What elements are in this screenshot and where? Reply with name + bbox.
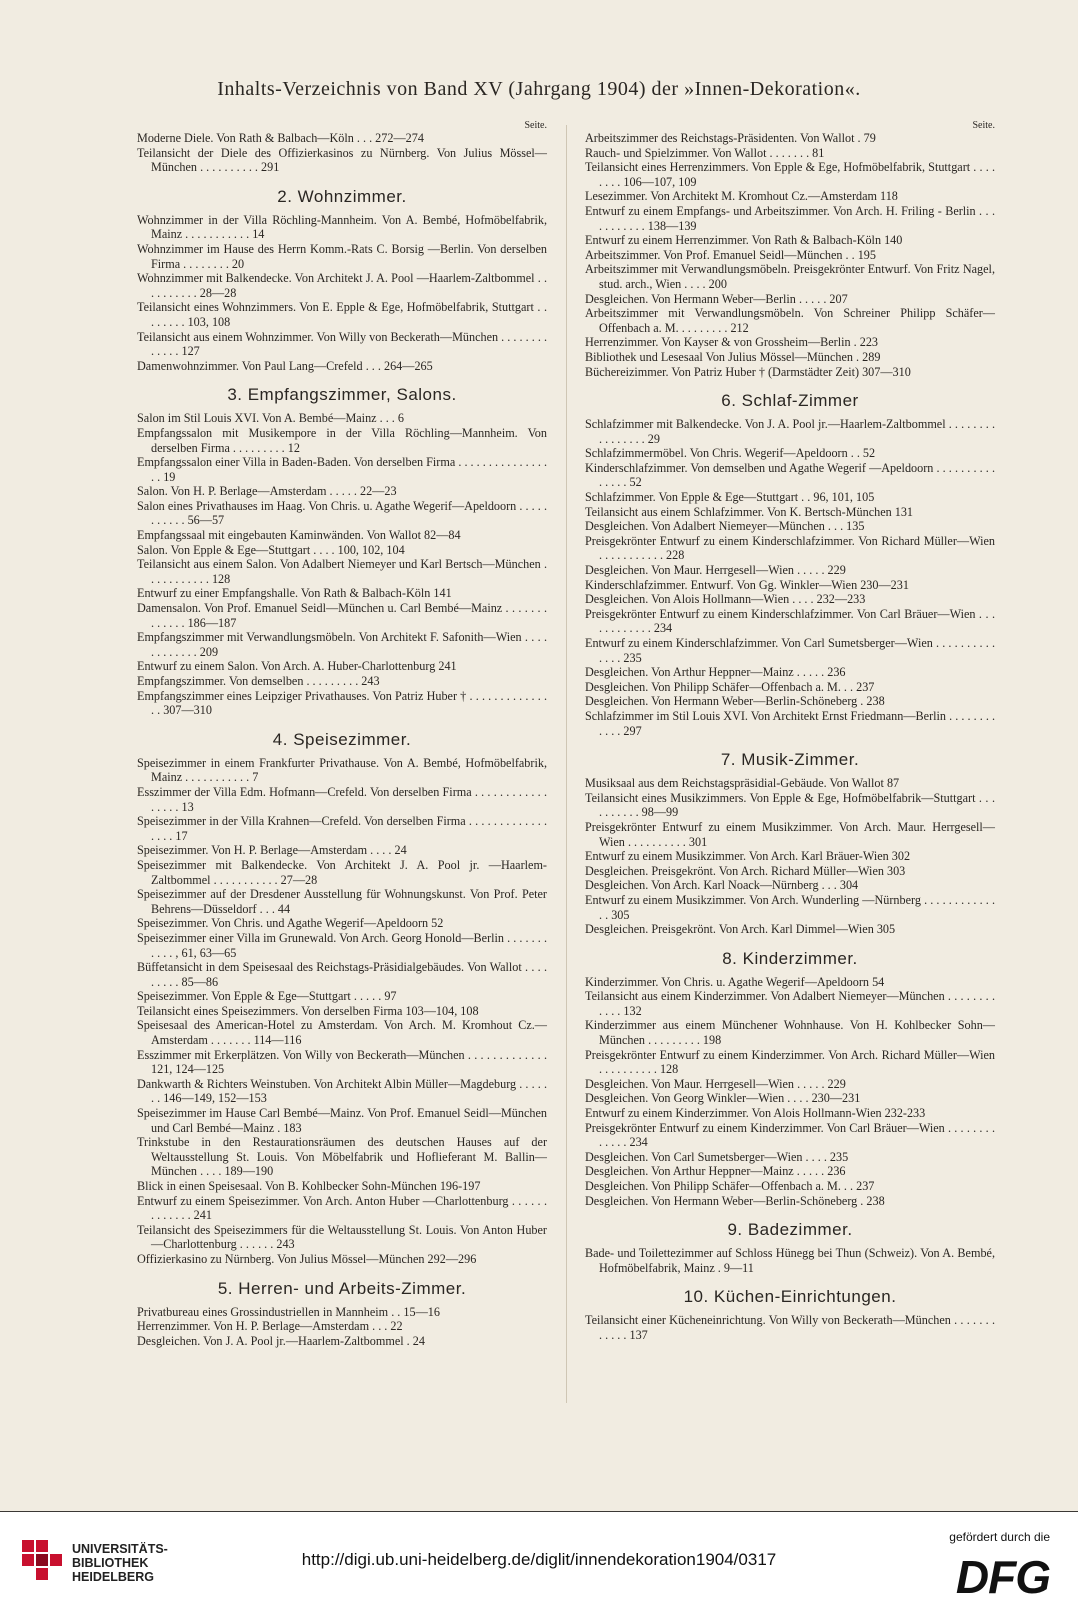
toc-entry bbox=[585, 350, 995, 365]
toc-entry-text: Teilansicht der Diele des Offizierkasinos zu Nürnberg. Von Julius Mössel—München . . . . . . . . . . 291 bbox=[137, 145, 547, 175]
funding-label: gefördert durch die bbox=[949, 1530, 1050, 1544]
toc-entry bbox=[137, 499, 547, 528]
toc-entry-text: Damenwohnzimmer. Von Paul Lang—Crefeld . . . 264—265 bbox=[137, 358, 433, 373]
toc-entry-text: Speisesaal des American-Hotel zu Amsterdam. Von Arch. M. Kromhout Cz.—Amsterdam . . . . . . . 114—116 bbox=[137, 1018, 547, 1048]
toc-entry bbox=[585, 849, 995, 864]
toc-entry-text: Schlafzimmer mit Balkendecke. Von J. A. Pool jr.—Haarlem-Zaltbommel . . . . . . . . . . . . . . . . 29 bbox=[585, 417, 995, 446]
toc-entry-text: Schlafzimmermöbel. Von Chris. Wegerif—Apeldoorn . . 52 bbox=[585, 446, 876, 461]
toc-entry bbox=[585, 989, 995, 1018]
toc-entry bbox=[137, 1077, 547, 1106]
toc-entry bbox=[585, 160, 995, 189]
toc-entry-text: Wohnzimmer im Hause des Herrn Komm.-Rats C. Borsig —Berlin. Von derselben Firma . . . . . . . . 20 bbox=[137, 241, 547, 271]
toc-entry-text: Entwurf zu einem Musikzimmer. Von Arch. Wunderling —Nürnberg . . . . . . . . . . . . . . 305 bbox=[585, 892, 995, 922]
toc-entry bbox=[137, 1252, 547, 1267]
toc-entry bbox=[137, 359, 547, 374]
source-url-link[interactable]: http://digi.ub.uni-heidelberg.de/diglit/innendekoration1904/0317 bbox=[301, 1550, 777, 1569]
seite-label: Seite. bbox=[524, 120, 547, 131]
toc-entry-text: Kinderzimmer. Von Chris. u. Agathe Wegerif—Apeldoorn 54 bbox=[585, 974, 885, 989]
toc-entry bbox=[585, 922, 995, 937]
section-heading: 3. Empfangszimmer, Salons. bbox=[227, 385, 457, 405]
toc-entry-text: Dankwarth & Richters Weinstuben. Von Architekt Albin Müller—Magdeburg . . . . . . . 146—149, 152—153 bbox=[137, 1076, 547, 1106]
toc-entry bbox=[585, 490, 995, 505]
toc-entry-text: Entwurf zu einem Musikzimmer. Von Arch. Karl Bräuer-Wien 302 bbox=[585, 849, 911, 864]
toc-entry-text: Preisgekrönter Entwurf zu einem Kinderzimmer. Von Arch. Richard Müller—Wien . . . . . . . . . . 128 bbox=[585, 1047, 995, 1077]
toc-entry bbox=[585, 248, 995, 263]
toc-entry bbox=[137, 455, 547, 484]
toc-entry-text: Empfangssaal mit eingebauten Kaminwänden. Von Wallot 82—84 bbox=[137, 528, 461, 543]
toc-entry-text: Arbeitszimmer des Reichstags-Präsidenten. Von Wallot . 79 bbox=[585, 131, 876, 145]
toc-entry-text: Desgleichen. Von Georg Winkler—Wien . . . . 230—231 bbox=[585, 1091, 861, 1106]
toc-entry bbox=[585, 791, 995, 820]
toc-entry bbox=[137, 785, 547, 814]
toc-entry-text: Desgleichen. Preisgekrönt. Von Arch. Karl Dimmel—Wien 305 bbox=[585, 922, 896, 937]
toc-entry bbox=[137, 1048, 547, 1077]
toc-entry bbox=[137, 586, 547, 601]
toc-entry-text: Entwurf zu einem Herrenzimmer. Von Rath & Balbach-Köln 140 bbox=[585, 233, 903, 248]
toc-entry bbox=[137, 557, 547, 586]
toc-entry-text: Teilansicht eines Herrenzimmers. Von Epple & Ege, Hofmöbelfabrik, Stuttgart . . . . . . . . 106—107, 109 bbox=[585, 160, 995, 189]
section-heading: 8. Kinderzimmer. bbox=[722, 948, 858, 968]
toc-entry-text: Desgleichen. Von Hermann Weber—Berlin-Schöneberg . 238 bbox=[585, 694, 885, 709]
toc-entry bbox=[137, 1305, 547, 1320]
toc-entry bbox=[585, 1091, 995, 1106]
toc-entry bbox=[585, 306, 995, 335]
toc-entry-text: Teilansicht einer Kücheneinrichtung. Von Willy von Beckerath—München . . . . . . . . . . . . 137 bbox=[585, 1313, 995, 1342]
toc-entry-text: Empfangszimmer mit Verwandlungsmöbeln. Von Architekt F. Safonith—Wien . . . . . . . . . . . . 209 bbox=[137, 630, 547, 659]
toc-entry bbox=[585, 534, 995, 563]
toc-entry bbox=[585, 864, 995, 879]
toc-entry-text: Preisgekrönter Entwurf zu einem Musikzimmer. Von Arch. Maur. Herrgesell—Wien . . . . . . . . . . 301 bbox=[585, 819, 995, 849]
toc-entry-text: Speisezimmer. Von Chris. und Agathe Wegerif—Apeldoorn 52 bbox=[137, 916, 444, 931]
toc-entry-text: Entwurf zu einem Empfangs- und Arbeitszimmer. Von Arch. H. Friling - Berlin . . . . . . . . . . . 138—139 bbox=[585, 203, 995, 233]
toc-entry bbox=[137, 1106, 547, 1135]
toc-entry-text: Büchereizimmer. Von Patriz Huber † (Darmstädter Zeit) 307—310 bbox=[585, 364, 911, 379]
toc-entry bbox=[585, 709, 995, 738]
toc-entry-text: Teilansicht aus einem Kinderzimmer. Von Adalbert Niemeyer—München . . . . . . . . . . . . 132 bbox=[585, 989, 995, 1018]
toc-entry-text: Desgleichen. Von Maur. Herrgesell—Wien . . . . . 229 bbox=[585, 563, 846, 578]
dfg-logo: DFG bbox=[955, 1551, 1050, 1603]
toc-entry bbox=[137, 916, 547, 931]
toc-entry-text: Speisezimmer auf der Dresdener Ausstellung für Wohnungskunst. Von Prof. Peter Behrens—Düsseldorf . . . 44 bbox=[137, 887, 547, 916]
toc-entry bbox=[585, 694, 995, 709]
toc-entry bbox=[585, 505, 995, 520]
toc-entry bbox=[585, 1179, 995, 1194]
toc-entry-text: Desgleichen. Von Carl Sumetsberger—Wien . . . . 235 bbox=[585, 1149, 849, 1164]
library-name: UNIVERSITÄTS- BIBLIOTHEK HEIDELBERG bbox=[72, 1542, 168, 1584]
toc-entry bbox=[585, 335, 995, 350]
toc-entry bbox=[585, 975, 995, 990]
toc-entry-text: Teilansicht eines Speisezimmers. Von derselben Firma 103—104, 108 bbox=[137, 1003, 479, 1018]
toc-entry bbox=[585, 820, 995, 849]
section-heading: 5. Herren- und Arbeits-Zimmer. bbox=[217, 1278, 467, 1298]
section-heading: 9. Badezimmer. bbox=[727, 1220, 853, 1240]
toc-entry-text: Entwurf zu einem Kinderzimmer. Von Alois Hollmann-Wien 232-233 bbox=[585, 1106, 926, 1121]
toc-entry-text: Desgleichen. Von Hermann Weber—Berlin-Schöneberg . 238 bbox=[585, 1193, 885, 1208]
toc-entry bbox=[137, 543, 547, 558]
toc-entry-text: Desgleichen. Von Philipp Schäfer—Offenbach a. M. . . 237 bbox=[585, 679, 875, 694]
toc-entry bbox=[137, 659, 547, 674]
toc-entry-text: Entwurf zu einer Empfangshalle. Von Rath & Balbach-Köln 141 bbox=[137, 586, 452, 601]
section-heading: 6. Schlaf-Zimmer bbox=[721, 391, 859, 411]
toc-entry-text: Privatbureau eines Grossindustriellen in Mannheim . . 15—16 bbox=[137, 1304, 440, 1319]
toc-entry-text: Salon. Von Epple & Ege—Stuttgart . . . . 100, 102, 104 bbox=[137, 542, 405, 557]
toc-entry bbox=[585, 680, 995, 695]
toc-entry-text: Speisezimmer. Von Epple & Ege—Stuttgart . . . . . 97 bbox=[137, 989, 397, 1004]
toc-entry bbox=[585, 878, 995, 893]
toc-entry-text: Herrenzimmer. Von Kayser & von Grossheim—Berlin . 223 bbox=[585, 335, 879, 350]
toc-entry bbox=[585, 1121, 995, 1150]
toc-entry bbox=[137, 271, 547, 300]
toc-entry-text: Preisgekrönter Entwurf zu einem Kinderschlafzimmer. Von Carl Bräuer—Wien . . . . . . . . . . . . 234 bbox=[585, 606, 995, 636]
toc-entry bbox=[137, 989, 547, 1004]
seite-label: Seite. bbox=[972, 120, 995, 131]
toc-entry bbox=[585, 131, 995, 146]
toc-entry bbox=[585, 607, 995, 636]
toc-entry bbox=[137, 960, 547, 989]
toc-entry bbox=[137, 843, 547, 858]
toc-entry bbox=[137, 1223, 547, 1252]
toc-entry-text: Preisgekrönter Entwurf zu einem Kinderzimmer. Von Carl Bräuer—Wien . . . . . . . . . . . . . 234 bbox=[585, 1120, 995, 1150]
toc-entry bbox=[585, 1150, 995, 1165]
toc-entry bbox=[585, 189, 995, 204]
toc-entry bbox=[585, 1106, 995, 1121]
toc-entry bbox=[585, 578, 995, 593]
toc-entry-text: Preisgekrönter Entwurf zu einem Kinderschlafzimmer. Von Richard Müller—Wien . . . . . . . . . . . 228 bbox=[585, 533, 995, 563]
toc-entry bbox=[137, 1194, 547, 1223]
toc-entry bbox=[137, 689, 547, 718]
toc-entry-text: Speisezimmer in der Villa Krahnen—Crefeld. Von derselben Firma . . . . . . . . . . . . . . . . . 17 bbox=[137, 814, 547, 843]
toc-entry bbox=[137, 630, 547, 659]
toc-entry bbox=[585, 204, 995, 233]
toc-entry bbox=[137, 1018, 547, 1047]
toc-entry bbox=[585, 1164, 995, 1179]
toc-entry bbox=[585, 592, 995, 607]
toc-entry bbox=[585, 1194, 995, 1209]
toc-entry bbox=[137, 931, 547, 960]
toc-entry-text: Büffetansicht in dem Speisesaal des Reichstags-Präsidialgebäudes. Von Wallot . . . . . . . . . 85—86 bbox=[137, 960, 547, 989]
toc-entry-text: Salon. Von H. P. Berlage—Amsterdam . . . . . 22—23 bbox=[137, 484, 397, 499]
toc-entry bbox=[137, 213, 547, 242]
toc-entry-text: Moderne Diele. Von Rath & Balbach—Köln . . . 272—274 bbox=[137, 131, 424, 145]
toc-entry bbox=[585, 563, 995, 578]
toc-entry bbox=[585, 776, 995, 791]
toc-entry-text: Trinkstube in den Restaurationsräumen des deutschen Hauses auf der Weltausstellung St. Louis. Von Möbelfabrik und Hoflieferant M. Ballin—München . . . . 189—190 bbox=[137, 1135, 547, 1179]
toc-entry-text: Kinderzimmer aus einem Münchener Wohnhause. Von H. Kohlbecker Sohn—München . . . . . . . . . 198 bbox=[585, 1018, 995, 1048]
toc-entry-text: Speisezimmer. Von H. P. Berlage—Amsterdam . . . . 24 bbox=[137, 843, 407, 858]
toc-entry-text: Desgleichen. Von Adalbert Niemeyer—München . . . 135 bbox=[585, 519, 865, 534]
toc-entry-text: Damensalon. Von Prof. Emanuel Seidl—München u. Carl Bembé—Mainz . . . . . . . . . . . . . 186—187 bbox=[137, 601, 547, 630]
toc-entry-text: Desgleichen. Von Hermann Weber—Berlin . . . . . 207 bbox=[585, 291, 848, 306]
footer bbox=[0, 1512, 1078, 1624]
toc-entry bbox=[137, 858, 547, 887]
toc-entry-text: Teilansicht aus einem Salon. Von Adalbert Niemeyer und Karl Bertsch—München . . . . . . . . . . . 128 bbox=[137, 557, 547, 586]
toc-entry-text: Kinderschlafzimmer. Von demselben und Agathe Wegerif —Apeldoorn . . . . . . . . . . . . . . . 52 bbox=[585, 460, 995, 490]
toc-entry bbox=[585, 519, 995, 534]
toc-entry-text: Blick in einen Speisesaal. Von B. Kohlbecker Sohn-München 196-197 bbox=[137, 1179, 481, 1193]
toc-entry-text: Arbeitszimmer mit Verwandlungsmöbeln. Von Schreiner Philipp Schäfer—Offenbach a. M. . . . . . . . . 212 bbox=[585, 306, 995, 335]
toc-entry-text: Speisezimmer im Hause Carl Bembé—Mainz. Von Prof. Emanuel Seidl—München und Carl Bembé—Mainz . 183 bbox=[137, 1106, 547, 1135]
toc-entry bbox=[585, 1313, 995, 1342]
toc-entry-text: Kinderschlafzimmer. Entwurf. Von Gg. Winkler—Wien 230—231 bbox=[585, 577, 909, 592]
toc-entry-text: Teilansicht aus einem Schlafzimmer. Von K. Bertsch-München 131 bbox=[585, 504, 914, 519]
toc-entry-text: Desgleichen. Von Maur. Herrgesell—Wien . . . . . 229 bbox=[585, 1076, 846, 1091]
toc-entry-text: Teilansicht des Speisezimmers für die Weltausstellung St. Louis. Von Anton Huber—Charlottenburg . . . . . . 243 bbox=[137, 1222, 547, 1252]
toc-entry-text: Wohnzimmer mit Balkendecke. Von Architekt J. A. Pool —Haarlem-Zaltbommel . . . . . . . . . . 28—28 bbox=[137, 271, 547, 300]
toc-entry-text: Empfangssalon einer Villa in Baden-Baden. Von derselben Firma . . . . . . . . . . . . . . . . . 19 bbox=[137, 455, 547, 484]
toc-entry bbox=[137, 330, 547, 359]
toc-entry-text: Entwurf zu einem Speisezimmer. Von Arch. Anton Huber —Charlottenburg . . . . . . . . . . . . . 241 bbox=[137, 1193, 547, 1223]
toc-entry bbox=[137, 1319, 547, 1334]
toc-entry-text: Desgleichen. Preisgekrönt. Von Arch. Richard Müller—Wien 303 bbox=[585, 863, 906, 878]
section-heading: 2. Wohnzimmer. bbox=[277, 186, 407, 206]
toc-entry bbox=[585, 893, 995, 922]
toc-entry bbox=[585, 1077, 995, 1092]
toc-entry-text: Herrenzimmer. Von H. P. Berlage—Amsterdam . . . 22 bbox=[137, 1319, 403, 1334]
toc-entry bbox=[585, 365, 995, 380]
toc-entry bbox=[585, 146, 995, 161]
toc-entry bbox=[137, 1334, 547, 1349]
toc-entry-text: Rauch- und Spielzimmer. Von Wallot . . . . . . . 81 bbox=[585, 145, 825, 160]
toc-entry-text: Desgleichen. Von Philipp Schäfer—Offenbach a. M. . . 237 bbox=[585, 1179, 875, 1193]
toc-entry bbox=[585, 262, 995, 291]
toc-entry-text: Esszimmer mit Erkerplätzen. Von Willy von Beckerath—München . . . . . . . . . . . . . 121, 124—125 bbox=[137, 1047, 547, 1077]
section-heading: 7. Musik-Zimmer. bbox=[720, 750, 860, 770]
toc-entry bbox=[585, 233, 995, 248]
toc-entry bbox=[585, 461, 995, 490]
toc-entry-text: Entwurf zu einem Salon. Von Arch. A. Huber-Charlottenburg 241 bbox=[137, 659, 457, 674]
toc-entry-text: Teilansicht eines Wohnzimmers. Von E. Epple & Ege, Hofmöbelfabrik, Stuttgart . . . . . . . . 103, 108 bbox=[137, 300, 547, 329]
toc-entry bbox=[137, 674, 547, 689]
toc-entry bbox=[137, 484, 547, 499]
toc-entry-text: Empfangszimmer eines Leipziger Privathauses. Von Patriz Huber † . . . . . . . . . . . . . . . 307—310 bbox=[137, 688, 547, 718]
toc-entry-text: Speisezimmer in einem Frankfurter Privathause. Von A. Bembé, Hofmöbelfabrik, Mainz . . . . . . . . . . . 7 bbox=[137, 755, 547, 785]
toc-entry-text: Arbeitszimmer. Von Prof. Emanuel Seidl—München . . 195 bbox=[585, 247, 876, 262]
toc-entry bbox=[137, 1135, 547, 1179]
toc-entry bbox=[137, 426, 547, 455]
toc-right-column bbox=[585, 120, 995, 1343]
toc-entry-text: Bibliothek und Lesesaal Von Julius Mössel—München . 289 bbox=[585, 349, 881, 364]
toc-entry bbox=[137, 300, 547, 329]
toc-entry bbox=[137, 601, 547, 630]
section-heading: 4. Speisezimmer. bbox=[272, 729, 412, 749]
toc-entry-text: Wohnzimmer in der Villa Röchling-Mannheim. Von A. Bembé, Hofmöbelfabrik, Mainz . . . . . . . . . . . 14 bbox=[137, 212, 547, 242]
toc-entry-text: Arbeitszimmer mit Verwandlungsmöbeln. Preisgekrönter Entwurf. Von Fritz Nagel, stud. arch., Wien . . . . 200 bbox=[585, 262, 995, 291]
toc-entry-text: Schlafzimmer im Stil Louis XVI. Von Architekt Ernst Friedmann—Berlin . . . . . . . . . . . . 297 bbox=[585, 708, 995, 738]
toc-entry bbox=[137, 131, 547, 146]
toc-entry bbox=[137, 146, 547, 175]
toc-entry-text: Salon im Stil Louis XVI. Von A. Bembé—Mainz . . . 6 bbox=[137, 411, 404, 426]
toc-entry-text: Teilansicht aus einem Wohnzimmer. Von Willy von Beckerath—München . . . . . . . . . . . . . 127 bbox=[137, 329, 547, 359]
toc-entry bbox=[585, 1048, 995, 1077]
toc-entry-text: Desgleichen. Von Alois Hollmann—Wien . . . . 232—233 bbox=[585, 592, 866, 607]
toc-entry bbox=[137, 242, 547, 271]
toc-entry bbox=[585, 417, 995, 446]
toc-entry bbox=[585, 1018, 995, 1047]
toc-entry-text: Desgleichen. Von Arthur Heppner—Mainz . . . . . 236 bbox=[585, 1164, 846, 1179]
toc-left-column bbox=[137, 120, 547, 1348]
toc-entry-text: Salon eines Privathauses im Haag. Von Chris. u. Agathe Wegerif—Apeldoorn . . . . . . . . . . . 56—57 bbox=[137, 498, 547, 528]
toc-entry-text: Desgleichen. Von Arthur Heppner—Mainz . . . . . 236 bbox=[585, 665, 846, 680]
toc-entry bbox=[137, 1179, 547, 1194]
column-divider bbox=[566, 125, 567, 1403]
toc-entry bbox=[137, 756, 547, 785]
toc-entry-text: Empfangszimmer. Von demselben . . . . . . . . . 243 bbox=[137, 674, 380, 688]
toc-entry bbox=[585, 665, 995, 680]
toc-entry bbox=[585, 1246, 995, 1275]
toc-entry bbox=[137, 411, 547, 426]
toc-entry-text: Entwurf zu einem Kinderschlafzimmer. Von Carl Sumetsberger—Wien . . . . . . . . . . . . . . 235 bbox=[585, 636, 995, 665]
toc-entry-text: Offizierkasino zu Nürnberg. Von Julius Mössel—München 292—296 bbox=[137, 1251, 477, 1266]
toc-entry bbox=[585, 446, 995, 461]
toc-entry-text: Desgleichen. Von Arch. Karl Noack—Nürnberg . . . 304 bbox=[585, 878, 859, 893]
toc-entry-text: Esszimmer der Villa Edm. Hofmann—Crefeld. Von derselben Firma . . . . . . . . . . . . . . . . . 13 bbox=[137, 784, 547, 814]
toc-entry-text: Speisezimmer mit Balkendecke. Von Architekt J. A. Pool jr. —Haarlem-Zaltbommel . . . . . . . . . . . 27—28 bbox=[137, 857, 547, 887]
toc-entry bbox=[585, 636, 995, 665]
toc-entry-text: Bade- und Toilettezimmer auf Schloss Hünegg bei Thun (Schweiz). Von A. Bembé, Hofmöbelfabrik, Mainz . 9—11 bbox=[585, 1246, 995, 1275]
toc-entry bbox=[137, 887, 547, 916]
toc-entry-text: Desgleichen. Von J. A. Pool jr.—Haarlem-Zaltbommel . 24 bbox=[137, 1333, 425, 1348]
toc-entry bbox=[585, 292, 995, 307]
toc-entry bbox=[137, 1004, 547, 1019]
toc-entry-text: Empfangssalon mit Musikempore in der Villa Röchling—Mannheim. Von derselben Firma . . . . . . . . . 12 bbox=[137, 425, 547, 455]
toc-entry bbox=[137, 528, 547, 543]
toc-entry-text: Speisezimmer einer Villa im Grunewald. Von Arch. Georg Honold—Berlin . . . . . . . . . . . , 61, 63—65 bbox=[137, 930, 547, 960]
toc-entry-text: Schlafzimmer. Von Epple & Ege—Stuttgart . . 96, 101, 105 bbox=[585, 490, 875, 505]
toc-entry-text: Lesezimmer. Von Architekt M. Kromhout Cz.—Amsterdam 118 bbox=[585, 189, 898, 204]
toc-entry-text: Musiksaal aus dem Reichstagspräsidial-Gebäude. Von Wallot 87 bbox=[585, 776, 900, 791]
page-title: Inhalts-Verzeichnis von Band XV (Jahrgang 1904) der »Innen-Dekoration«. bbox=[217, 78, 861, 100]
toc-entry bbox=[137, 814, 547, 843]
section-heading: 10. Küchen-Einrichtungen. bbox=[683, 1287, 897, 1307]
toc-entry-text: Teilansicht eines Musikzimmers. Von Epple & Ege, Hofmöbelfabrik—Stuttgart . . . . . . . . . . 98—99 bbox=[585, 790, 995, 820]
